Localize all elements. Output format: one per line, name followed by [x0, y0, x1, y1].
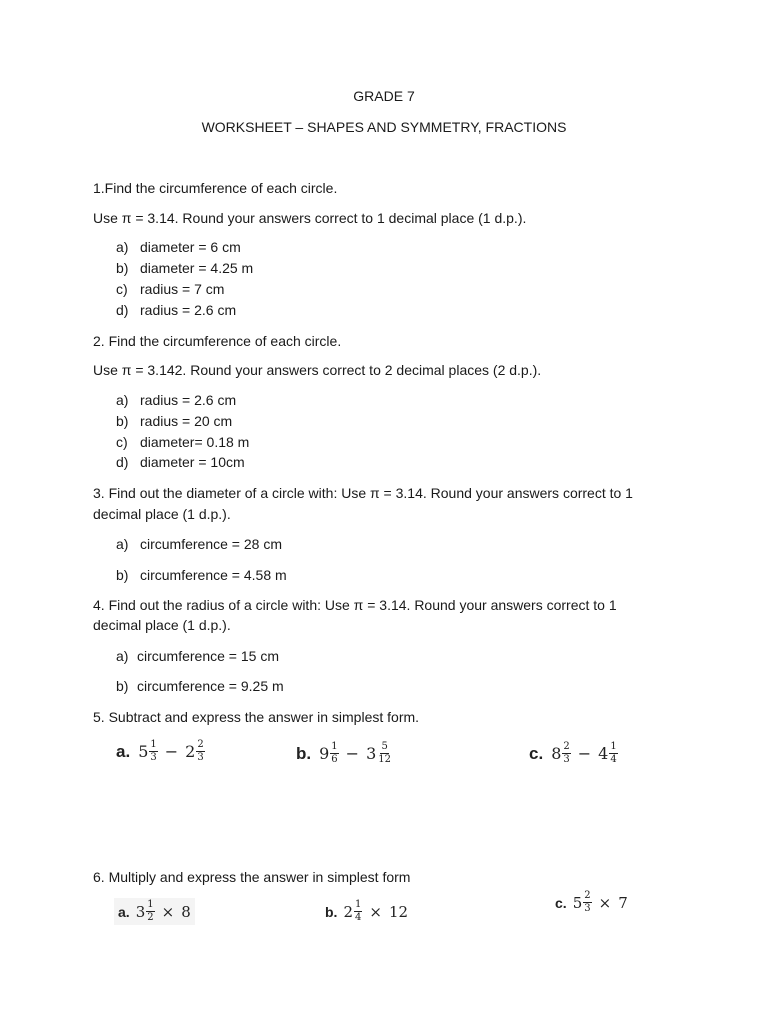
numerator: 1 [150, 739, 157, 750]
list-item-text: diameter = 10cm [140, 454, 245, 470]
list-item [116, 566, 287, 584]
problem-label: b. [325, 903, 338, 920]
numerator: 5 [381, 741, 388, 752]
fraction [562, 742, 570, 765]
worksheet-title: WORKSHEET – SHAPES AND SYMMETRY, FRACTIONS [201, 119, 567, 135]
list-marker: b) [116, 260, 129, 276]
list-item-text: circumference = 28 cm [140, 536, 282, 552]
problem-label: a. [116, 741, 131, 761]
whole-number: 9 [319, 744, 330, 763]
list-item-text: circumference = 9.25 m [137, 678, 284, 694]
list-item-text: radius = 20 cm [140, 413, 233, 429]
fraction [377, 742, 392, 765]
q1-instruction: Use π = 3.14. Round your answers correct to 1 decimal place (1 d.p.). [93, 210, 527, 226]
multiplier: 7 [618, 893, 628, 912]
q4-prompt-line1: 4. Find out the radius of a circle with: Use π = 3.14. Round your answers correct to 1 [93, 597, 617, 613]
list-item-text: diameter= 0.18 m [140, 434, 250, 450]
multiplier: 12 [388, 902, 409, 921]
list-item-text: circumference = 4.58 m [140, 567, 287, 583]
q2-prompt: 2. Find the circumference of each circle. [93, 333, 342, 349]
multiplication-problem-c [555, 891, 628, 914]
minus-operator: − [577, 744, 592, 763]
list-marker: c) [116, 281, 128, 297]
times-operator: × [161, 902, 175, 921]
list-item-text: diameter = 6 cm [140, 239, 241, 255]
q3-prompt-line2: decimal place (1 d.p.). [93, 506, 231, 522]
list-item [116, 433, 249, 451]
whole-number: 2 [185, 742, 196, 761]
denominator: 2 [147, 912, 154, 923]
denominator: 12 [378, 754, 391, 765]
times-operator: × [369, 902, 382, 921]
numerator: 1 [610, 741, 617, 752]
fraction [354, 900, 362, 923]
denominator: 3 [563, 754, 570, 765]
whole-number: 5 [138, 742, 149, 761]
minus-operator: − [164, 742, 179, 761]
list-item [116, 238, 241, 256]
denominator: 6 [331, 754, 338, 765]
numerator: 1 [147, 899, 154, 910]
fraction [583, 891, 591, 914]
denominator: 3 [150, 752, 157, 763]
whole-number: 3 [135, 902, 146, 921]
q2-instruction: Use π = 3.142. Round your answers correct to 2 decimal places (2 d.p.). [93, 362, 542, 378]
list-item-text: radius = 7 cm [140, 281, 225, 297]
subtraction-problem-b [296, 742, 392, 765]
denominator: 3 [584, 903, 591, 914]
list-marker: b) [116, 678, 129, 694]
q5-prompt: 5. Subtract and express the answer in simplest form. [93, 709, 420, 725]
fraction [196, 740, 204, 763]
grade-heading: GRADE 7 [353, 88, 415, 104]
whole-number: 4 [598, 744, 609, 763]
q6-prompt: 6. Multiply and express the answer in simplest form [93, 869, 411, 885]
whole-number: 8 [551, 744, 562, 763]
multiplier: 8 [181, 902, 191, 921]
list-item [116, 391, 236, 409]
list-marker: a) [116, 648, 129, 664]
whole-number: 2 [343, 902, 353, 921]
fraction [609, 742, 617, 765]
denominator: 4 [355, 912, 362, 923]
numerator: 1 [331, 741, 338, 752]
list-marker: a) [116, 392, 129, 408]
list-marker: d) [116, 302, 129, 318]
problem-label: c. [555, 894, 567, 911]
list-marker: c) [116, 434, 128, 450]
numerator: 1 [355, 899, 362, 910]
problem-label: b. [296, 743, 312, 763]
list-marker: d) [116, 454, 129, 470]
list-item [116, 677, 284, 695]
whole-number: 3 [366, 744, 377, 763]
list-item [116, 412, 232, 430]
list-marker: b) [116, 567, 129, 583]
whole-number: 5 [572, 893, 583, 912]
list-marker: a) [116, 239, 129, 255]
problem-label: c. [529, 743, 544, 763]
minus-operator: − [345, 744, 360, 763]
list-item [116, 453, 245, 471]
list-item-text: diameter = 4.25 m [140, 260, 254, 276]
q1-prompt: 1.Find the circumference of each circle. [93, 180, 338, 196]
q4-prompt-line2: decimal place (1 d.p.). [93, 617, 231, 633]
q3-prompt-line1: 3. Find out the diameter of a circle with: Use π = 3.14. Round your answers correct to 1 [93, 485, 633, 501]
problem-label: a. [118, 903, 130, 920]
subtraction-problem-c [529, 742, 618, 765]
multiplication-problem-a [114, 898, 195, 925]
fraction [149, 740, 157, 763]
fraction [146, 900, 154, 923]
denominator: 3 [197, 752, 204, 763]
numerator: 2 [584, 890, 591, 901]
list-item [116, 647, 279, 665]
fraction [330, 742, 338, 765]
denominator: 4 [610, 754, 617, 765]
list-marker: b) [116, 413, 129, 429]
list-item [116, 535, 282, 553]
subtraction-problem-a [116, 740, 205, 763]
list-item-text: radius = 2.6 cm [140, 302, 237, 318]
numerator: 2 [563, 741, 570, 752]
multiplication-problem-b [325, 900, 408, 923]
list-item [116, 259, 253, 277]
list-item [116, 301, 236, 319]
list-item-text: circumference = 15 cm [137, 648, 279, 664]
numerator: 2 [197, 739, 204, 750]
times-operator: × [598, 893, 612, 912]
list-item-text: radius = 2.6 cm [140, 392, 237, 408]
list-marker: a) [116, 536, 129, 552]
list-item [116, 280, 224, 298]
